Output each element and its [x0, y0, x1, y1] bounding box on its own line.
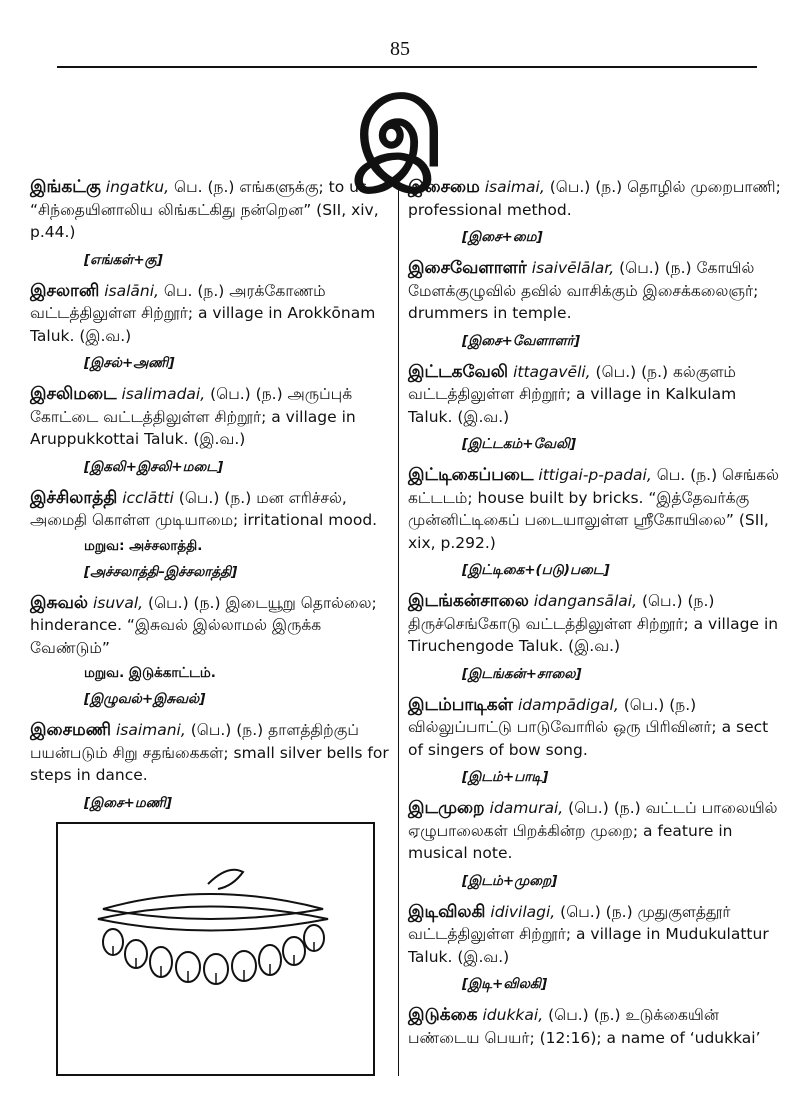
- ankle-bells-illustration: [56, 822, 375, 1076]
- dictionary-entry: [408, 590, 783, 658]
- entry-transliteration: isaivēlālar,: [531, 259, 615, 277]
- entry-definition: (பெ.) (ந.) கோயில் மேளக்குழுவில் தவில் வாசிக்கும் இசைக்கலைஞர்; drummers in temple.: [408, 259, 759, 322]
- dictionary-entry: [408, 176, 783, 221]
- dictionary-entry: [408, 257, 783, 325]
- entry-headword: இடுக்கை: [408, 1005, 478, 1025]
- entry-transliteration: ittigai-p-padai,: [538, 466, 652, 484]
- entry-headword: இச்சிலாத்தி: [30, 487, 118, 508]
- entry-etymology: [அச்சலாத்தி–இச்சலாத்தி]: [84, 563, 238, 580]
- entry-etymology: [இட்டிகை+(படு)படை]: [462, 562, 610, 578]
- entry-synonym: மறுவ. இடுக்காட்டம்.: [84, 665, 216, 681]
- entry-headword: இட்டகவேலி: [408, 361, 509, 382]
- entry-definition: (பெ.) (ந.) கல்குளம் வட்டத்திலுள்ள சிற்றூர்; a village in Kalkulam Taluk. (இ.வ.): [408, 362, 737, 426]
- entry-etymology: [இடி+விலகி]: [462, 976, 548, 992]
- entry-headword: இட்டிகைப்படை: [408, 465, 534, 485]
- left-column: [30, 176, 390, 823]
- entry-transliteration: idampādigal,: [517, 695, 619, 714]
- entry-definition: (பெ.) (ந.) உடுக்கையின் பண்டைய பெயர்; (12:16); a name of ‘udukkai’: [408, 1006, 761, 1047]
- entry-transliteration: idamurai,: [489, 799, 564, 817]
- entry-transliteration: isalāni,: [104, 281, 159, 300]
- entry-transliteration: ingatku,: [105, 178, 170, 196]
- entry-etymology: [இசை+மணி]: [84, 794, 172, 811]
- dictionary-entry: [30, 719, 390, 787]
- entry-headword: இடமுறை: [408, 798, 485, 818]
- entry-transliteration: isalimadai,: [121, 385, 206, 403]
- column-divider: [398, 176, 399, 1076]
- bells-drawing: [58, 824, 373, 1074]
- entry-headword: இடம்பாடிகள்: [408, 694, 514, 715]
- dictionary-entry: [408, 1004, 783, 1049]
- entry-synonym: மறுவ: அச்சலாத்தி.: [84, 537, 203, 554]
- section-letter: இ: [355, 80, 445, 187]
- entry-headword: இசைமை: [408, 177, 480, 197]
- dictionary-entry: [30, 592, 390, 660]
- entry-etymology: [இசல்+அணி]: [84, 355, 175, 371]
- entry-etymology: [இடம்+பாடி]: [462, 769, 549, 785]
- dictionary-entry: [408, 901, 783, 969]
- entry-headword: இசலிமடை: [30, 384, 117, 404]
- dictionary-entry: [408, 694, 783, 762]
- entry-headword: இடங்கன்சாலை: [408, 591, 529, 611]
- entry-headword: இங்கட்கு: [30, 177, 101, 197]
- dictionary-entry: [408, 464, 783, 554]
- dictionary-entry: [30, 176, 390, 244]
- entry-headword: இசுவல்: [30, 592, 89, 613]
- entry-headword: இடிவிலகி: [408, 901, 486, 922]
- entry-definition: (பெ.) (ந.) அருப்புக் கோட்டை வட்டத்திலுள்ள சிற்றூர்; a village in Aruppukkottai Taluk. (இ.வ.): [30, 385, 356, 448]
- entry-transliteration: isuval,: [92, 593, 144, 612]
- entry-etymology: [எங்கள்+கு]: [84, 251, 163, 268]
- entry-definition: (பெ.) (ந.) முதுகுளத்தூர் வட்டத்திலுள்ள சிற்றூர்; a village in Mudukulattur Taluk. (இ.வ.): [408, 902, 769, 966]
- entry-definition: (பெ.) (ந.) திருச்செங்கோடு வட்டத்திலுள்ள சிற்றூர்; a village in Tiruchengode Taluk. (இ.வ.): [408, 592, 779, 655]
- entry-definition: (பெ.) (ந.) தாளத்திற்குப் பயன்படும் சிறு சதங்கைகள்; small silver bells for steps in dance.: [30, 721, 389, 784]
- right-column: [408, 176, 783, 1052]
- entry-transliteration: idivilagi,: [490, 902, 556, 921]
- entry-definition: (பெ.) (ந.) வட்டப் பாலையில் ஏழுபாலைகள் பிறக்கின்ற முறை; a feature in musical note.: [408, 799, 778, 862]
- entry-definition: பெ. (ந.) செங்கல் கட்டடம்; house built by bricks. “இத்தேவர்க்கு முன்னிட்டிகைப் படையாலுள்ள ஸ்ரீகோயிலை” (SII, xix, p.292.): [408, 466, 780, 552]
- entry-headword: இசைவேளாளர்: [408, 258, 527, 278]
- entry-transliteration: ittagavēli,: [513, 362, 591, 381]
- entry-etymology: [இசை+மை]: [462, 229, 543, 245]
- entry-etymology: [இசை+வேளாளர்]: [462, 332, 581, 349]
- entry-etymology: [இகலி+இசலி+மடை]: [84, 458, 224, 475]
- entry-etymology: [இடங்கன்+சாலை]: [462, 665, 582, 682]
- entry-transliteration: isaimai,: [484, 178, 545, 196]
- entry-etymology: [இட்டகம்+வேலி]: [462, 436, 577, 452]
- page-number: 85: [390, 38, 410, 60]
- dictionary-entry: [30, 383, 390, 451]
- header-rule: [57, 66, 757, 68]
- entry-transliteration: idukkai,: [482, 1006, 544, 1024]
- dictionary-entry: [408, 361, 783, 429]
- entry-definition: (பெ.) (ந.) மன எரிச்சல், அமைதி கொள்ள முடியாமை; irritational mood.: [30, 488, 378, 529]
- dictionary-entry: [30, 280, 390, 348]
- entry-definition: (பெ.) (ந.) தொழில் முறைபாணி; professional method.: [408, 178, 781, 219]
- entry-headword: இசைமணி: [30, 720, 111, 740]
- entry-headword: இசலானி: [30, 280, 100, 301]
- entry-transliteration: icclātti: [122, 488, 174, 507]
- dictionary-entry: [408, 797, 783, 865]
- entry-etymology: [இடம்+முறை]: [462, 872, 558, 889]
- entry-transliteration: idangansālai,: [533, 592, 637, 610]
- entry-definition: பெ. (ந.) அரக்கோணம் வட்டத்திலுள்ள சிற்றூர்; a village in Arokkōnam Taluk. (இ.வ.): [30, 281, 376, 345]
- entry-definition: (பெ.) (ந.) இடையூறு தொல்லை; hinderance. “இசுவல் இல்லாமல் இருக்க வேண்டும்”: [30, 593, 377, 657]
- entry-definition: பெ. (ந.) எங்களுக்கு; to us. “சிந்தையினாலிய லிங்கட்கிது நன்றென” (SII, xiv, p.44.): [30, 178, 379, 241]
- entry-transliteration: isaimani,: [115, 721, 186, 739]
- entry-etymology: [இழுவல்+இசுவல்]: [84, 691, 206, 707]
- entry-definition: (பெ.) (ந.) வில்லுப்பாட்டு பாடுவோரில் ஒரு பிரிவினர்; a sect of singers of bow song.: [408, 695, 769, 759]
- dictionary-entry: [30, 487, 390, 532]
